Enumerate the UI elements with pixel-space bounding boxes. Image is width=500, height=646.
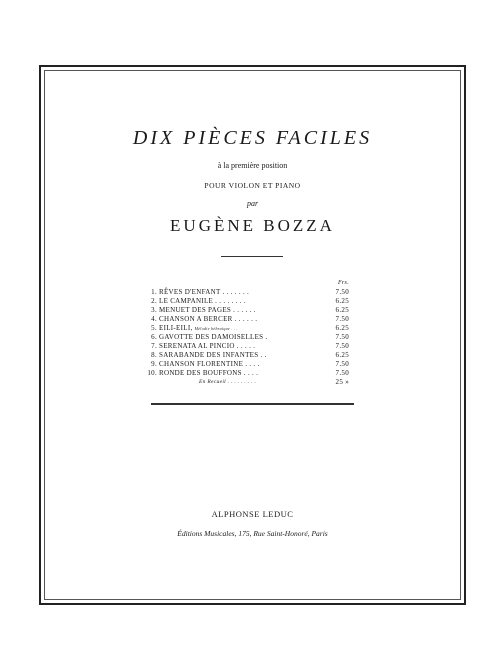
- instrumentation: POUR VIOLON ET PIANO: [204, 181, 301, 190]
- piece-price: 6.25: [335, 324, 349, 332]
- piece-price: 6.25: [335, 297, 349, 305]
- list-item: [151, 288, 349, 297]
- price-header: Frs.: [337, 280, 349, 286]
- piece-number: 4.: [151, 315, 157, 323]
- page-title: DIX PIÈCES FACILES: [132, 127, 373, 149]
- list-item: [147, 369, 349, 378]
- list-item: [151, 333, 349, 342]
- piece-title: SARABANDE DES INFANTES . .: [159, 351, 267, 359]
- by-text: par: [246, 199, 259, 208]
- composer-name: EUGÈNE BOZZA: [170, 216, 335, 235]
- list-item: [151, 315, 349, 324]
- piece-number: 2.: [151, 297, 157, 305]
- pieces-list: [147, 280, 349, 387]
- collection-price: 25 »: [335, 378, 349, 386]
- piece-title: SERENATA AL PINCIO . . . . .: [159, 342, 256, 350]
- piece-title: CHANSON FLORENTINE . . . .: [159, 360, 260, 368]
- collection-label: En Recueil . . . . . . . . .: [199, 379, 257, 385]
- piece-number: 5.: [151, 324, 157, 332]
- piece-subtitle: Mélodie hébraïque . . .: [194, 326, 238, 331]
- piece-title-text: EILI-EILI,: [159, 324, 193, 332]
- piece-number: 6.: [151, 333, 157, 341]
- piece-number: 1.: [151, 288, 157, 296]
- list-item: [151, 324, 349, 333]
- collection-row: [159, 378, 349, 387]
- piece-price: 7.50: [335, 315, 349, 323]
- list-item: [151, 297, 349, 306]
- piece-number: 7.: [151, 342, 157, 350]
- piece-price: 7.50: [335, 360, 349, 368]
- piece-title: LE CAMPANILE . . . . . . . .: [159, 297, 246, 305]
- piece-title: RONDE DES BOUFFONS . . . .: [159, 369, 259, 377]
- piece-title: RÊVES D'ENFANT . . . . . . .: [159, 288, 250, 296]
- piece-title: CHANSON A BERCER . . . . . .: [159, 315, 258, 323]
- piece-title: MENUET DES PAGES . . . . . .: [159, 306, 256, 314]
- publisher-name: ALPHONSE LEDUC: [211, 509, 294, 519]
- page-border: [39, 65, 466, 605]
- piece-price: 7.50: [335, 288, 349, 296]
- list-item: [151, 351, 349, 360]
- publisher-address: Éditions Musicales, 175, Rue Saint-Honoré, Paris: [177, 529, 328, 538]
- divider-long: [151, 403, 354, 405]
- piece-number: 3.: [151, 306, 157, 314]
- list-item: [151, 342, 349, 351]
- piece-price: 7.50: [335, 342, 349, 350]
- piece-title: GAVOTTE DES DAMOISELLES .: [159, 333, 268, 341]
- list-item: [151, 306, 349, 315]
- piece-title: [159, 324, 238, 333]
- piece-number: 9.: [151, 360, 157, 368]
- piece-price: 7.50: [335, 333, 349, 341]
- piece-number: 10.: [147, 369, 157, 377]
- list-item: [151, 360, 349, 369]
- piece-number: 8.: [151, 351, 157, 359]
- piece-price: 6.25: [335, 351, 349, 359]
- divider-short: [221, 256, 283, 257]
- subtitle: à la première position: [217, 161, 288, 170]
- piece-price: 6.25: [335, 306, 349, 314]
- piece-price: 7.50: [335, 369, 349, 377]
